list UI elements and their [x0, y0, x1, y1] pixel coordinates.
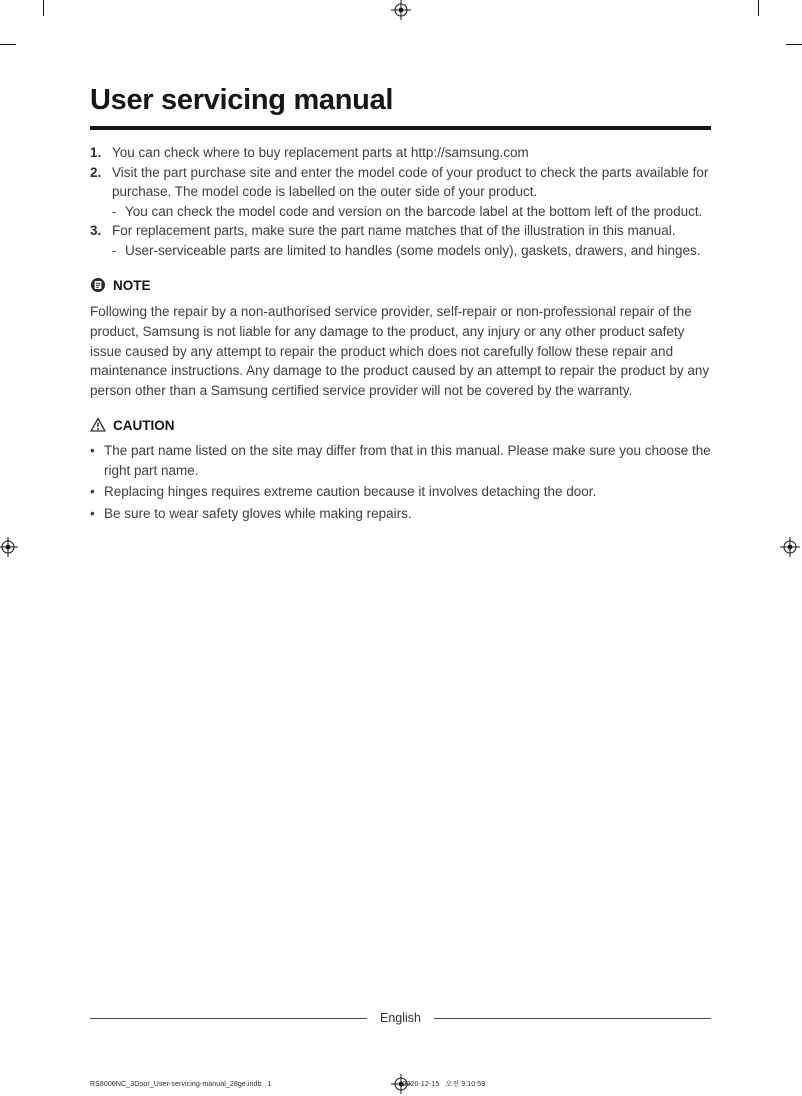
trim-mark-top-right-vertical	[758, 0, 759, 16]
page-content	[90, 84, 711, 525]
instruction-steps	[90, 143, 711, 260]
note-heading-label: NOTE	[113, 277, 151, 293]
note-icon	[90, 277, 106, 293]
trim-mark-top-right-horizontal	[786, 44, 802, 45]
note-body: Following the repair by a non-authorised service provider, self-repair or non-professional repair of the product, Samsung is not liable for any damage to the product, any injury or any other product safety issue caused by any attempt to repair the product which does not carefully follow these repair and maintenance instructions. Any damage to the product caused by an attempt to repair the product by any person other than a Samsung certified service provider will not be covered by the warranty.	[90, 304, 710, 398]
bullet-marker: •	[90, 505, 95, 521]
step-text: For replacement parts, make sure the part name matches that of the illustration in this manual.	[112, 223, 676, 239]
page-footer	[90, 1011, 711, 1025]
step-number: 2.	[90, 164, 102, 180]
bullet-marker: •	[90, 484, 95, 500]
dash-marker: -	[112, 242, 117, 258]
caution-item-text: Be sure to wear safety gloves while making repairs.	[104, 505, 412, 521]
caution-item	[90, 441, 711, 480]
step-number: 3.	[90, 223, 102, 239]
registration-mark-left	[0, 537, 18, 557]
bullet-marker: •	[90, 443, 95, 459]
step-item-2	[90, 163, 711, 202]
note-heading	[90, 277, 711, 293]
footer-rule-right	[434, 1018, 711, 1019]
caution-item	[90, 504, 711, 524]
footer-rule-left	[90, 1018, 367, 1019]
step-text: You can check where to buy replacement parts at http://samsung.com	[112, 145, 529, 160]
caution-item-text: Replacing hinges requires extreme caution because it involves detaching the door.	[104, 484, 597, 500]
caution-list	[90, 441, 711, 523]
caution-heading-label: CAUTION	[113, 417, 175, 433]
caution-item	[90, 482, 711, 502]
registration-mark-top	[391, 0, 411, 20]
step-item-1	[90, 143, 711, 163]
step-number: 1.	[90, 145, 102, 160]
page-title: User servicing manual	[90, 84, 394, 116]
step-text: Visit the part purchase site and enter the model code of your product to check the parts available for purchase. The model code is labelled on the outer side of your product.	[112, 164, 709, 200]
dash-marker: -	[112, 203, 117, 219]
substep-text: You can check the model code and version on the barcode label at the bottom left of the product.	[125, 203, 703, 219]
caution-heading	[90, 417, 711, 433]
footer-language-label: English	[380, 1011, 421, 1025]
print-info: RS8000NC_3Door_User-servicing-manual_28ge.indb 1 2020-12-15 오전 9:10:59	[90, 1081, 486, 1088]
caution-item-text: The part name listed on the site may differ from that in this manual. Please make sure you choose the right part name.	[104, 443, 711, 478]
step-subitem-3	[112, 241, 711, 261]
registration-mark-right	[780, 537, 800, 557]
step-item-3	[90, 221, 711, 241]
trim-mark-top-left-vertical	[43, 0, 44, 16]
title-rule	[90, 126, 711, 130]
substep-text: User-serviceable parts are limited to handles (some models only), gaskets, drawers, and hinges.	[125, 242, 701, 258]
warning-triangle-icon	[90, 417, 106, 433]
step-subitem-2	[112, 202, 711, 222]
trim-mark-top-left-horizontal	[0, 44, 16, 45]
